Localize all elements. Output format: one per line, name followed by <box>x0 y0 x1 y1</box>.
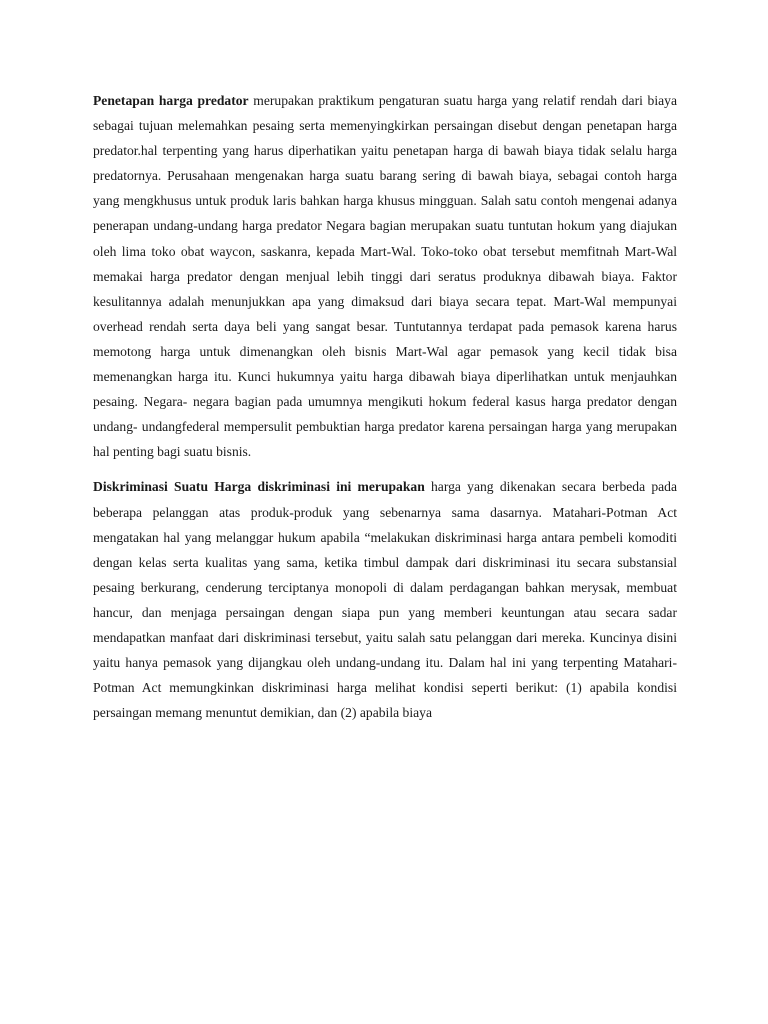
paragraph-body-text: harga yang dikenakan secara berbeda pada beberapa pelanggan atas produk-produk yang sebenarnya sama dasarnya. Matahari-Potman Act mengatakan hal yang melanggar hukum apabila “melakukan diskriminasi harga antara pembeli komoditi dengan kelas serta kualitas yang sama, ketika timbul dampak dari diskriminasi itu secara substansial pesaing berkurang, cenderung terciptanya monopoli di dalam perdagangan bahkan merysak, membuat hancur, dan menjaga persaingan dengan siapa pun yang memberi keuntungan atau secara sadar mendapatkan manfaat dari diskriminasi tersebut, yaitu salah satu pelanggan dari mereka. Kuncinya disini yaitu hanya pemasok yang dijangkau oleh undang-undang itu. Dalam hal ini yang terpenting Matahari-Potman Act memungkinkan diskriminasi harga melihat kondisi seperti berikut: (1) apabila kondisi persaingan memang menuntut demikian, dan (2) apabila biaya <box>93 479 677 721</box>
paragraph-lead-heading: Diskriminasi Suatu Harga diskriminasi ini merupakan <box>93 479 425 495</box>
document-page <box>93 88 677 735</box>
paragraph-predatory-pricing <box>93 88 677 464</box>
paragraph-price-discrimination <box>93 474 677 725</box>
paragraph-lead-heading: Penetapan harga predator <box>93 93 249 108</box>
paragraph-body-text: merupakan praktikum pengaturan suatu harga yang relatif rendah dari biaya sebagai tujuan melemahkan pesaing serta memenyingkirkan persaingan disebut dengan penetapan harga predator.hal terpenting yang harus diperhatikan yaitu penetapan harga di bawah biaya tidak selalu harga predatornya. Perusahaan mengenakan harga suatu barang sering di bawah biaya, sebagai contoh harga yang mengkhusus untuk produk laris bahkan harga khusus mingguan. Salah satu contoh mengenai adanya penerapan undang-undang harga predator Negara bagian merupakan suatu tuntutan hokum yang diajukan oleh lima toko obat waycon, saskanra, kepada Mart-Wal. Toko-toko obat tersebut memfitnah Mart-Wal memakai harga predator dengan menjual lebih tinggi dari seratus produknya dibawah biaya. Faktor kesulitannya adalah menunjukkan apa yang dimaksud dari biaya secara tepat. Mart-Wal mempunyai overhead rendah serta daya beli yang sangat besar. Tuntutannya terdapat pada pemasok karena harus memotong harga untuk dimenangkan oleh bisnis Mart-Wal agar pemasok yang kecil tidak bisa memenangkan harga itu. Kunci hukumnya yaitu harga dibawah biaya diperlihatkan untuk menjauhkan pesaing. Negara- negara bagian pada umumnya mengikuti hokum federal kasus harga predator dengan undang- undangfederal mempersulit pembuktian harga predator karena persaingan harga yang merupakan hal penting bagi suatu bisnis. <box>93 93 677 460</box>
